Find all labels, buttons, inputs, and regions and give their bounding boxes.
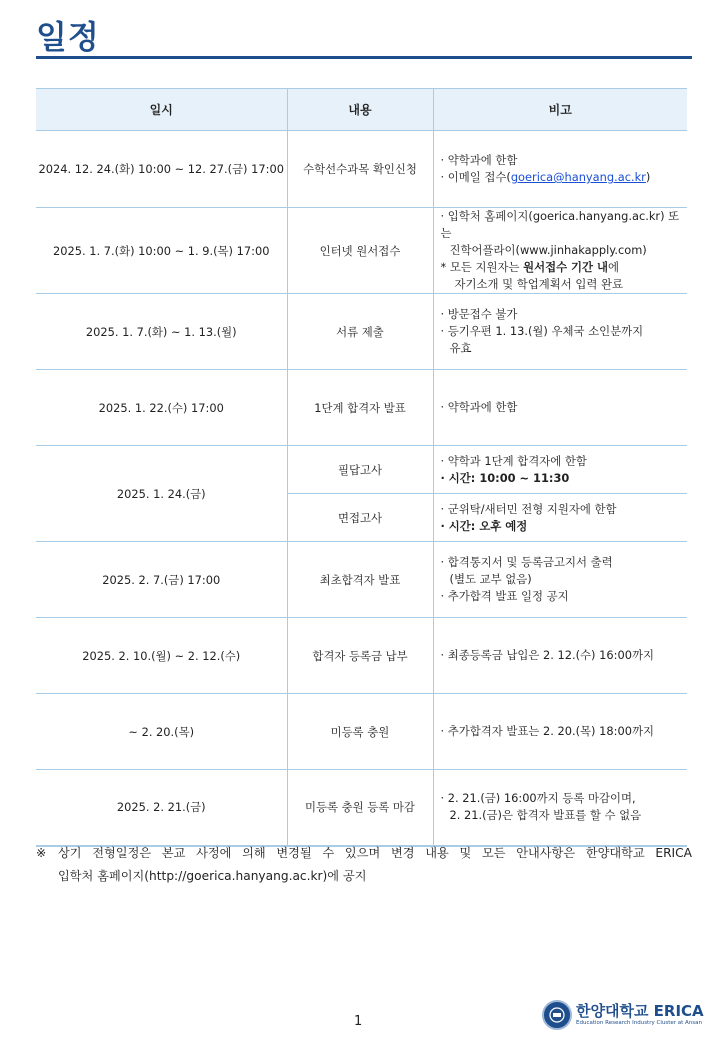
row-content: 미등록 충원 등록 마감 [287,770,433,846]
note-line: · 추가합격자 발표는 2. 20.(목) 18:00까지 [440,724,654,738]
note-line: · 합격통지서 및 등록금고지서 출력 [440,555,613,569]
seal-emblem-icon [548,1006,566,1024]
row-date: 2025. 2. 21.(금) [36,770,287,846]
note-line: · 약학과에 한함 [440,153,518,167]
row-notes [433,294,687,370]
row-content: 수학선수과목 확인신청 [287,131,433,208]
row-notes [433,131,687,208]
note-line: · 시간: 오후 예정 [440,518,528,533]
note-text: 에 [608,260,620,274]
note-line: · 추가합격 발표 일정 공지 [440,589,569,603]
row-notes [433,208,687,294]
row-notes [433,770,687,846]
note-line: · 시간: 10:00 ~ 11:30 [440,470,570,485]
table-row [36,446,687,494]
row-notes [433,446,687,494]
note-line: · 입학처 홈페이지(goerica.hanyang.ac.kr) 또는 [440,209,680,240]
row-date: 2025. 1. 7.(화) 10:00 ~ 1. 9.(목) 17:00 [36,208,287,294]
footnote-line: 입학처 홈페이지(http://goerica.hanyang.ac.kr)에 공지 [58,869,367,883]
note-text: * 모든 지원자는 [440,260,524,274]
note-line: · 약학과에 한함 [440,400,518,414]
header-remarks: 비고 [433,89,687,131]
row-notes [433,694,687,770]
row-content: 서류 제출 [287,294,433,370]
note-line: 유효 [449,341,472,355]
table-row [36,131,687,208]
table-row [36,294,687,370]
row-notes [433,494,687,542]
row-notes [433,618,687,694]
note-line: 진학어플라이(www.jinhakapply.com) [449,243,647,257]
university-logo [542,998,704,1032]
note-emphasis: 원서접수 기간 내 [523,260,609,274]
logo-name: 한양대학교 ERICA [576,1002,704,1020]
note-line: · 약학과 1단계 합격자에 한함 [440,453,587,468]
row-notes [433,370,687,446]
note-line: · 최종등록금 납입은 2. 12.(수) 16:00까지 [440,648,654,662]
table-row [36,542,687,618]
logo-text [576,1003,704,1027]
footnote-line: 상기 전형일정은 본교 사정에 의해 변경될 수 있으며 변경 내용 및 모든 안내사항은 한양대학교 ERICA [58,846,692,860]
table-row [36,618,687,694]
row-content: 최초합격자 발표 [287,542,433,618]
table-row [36,770,687,846]
schedule-table [36,88,687,847]
table-header-row [36,89,687,131]
table-row [36,208,687,294]
table-row [36,370,687,446]
logo-tagline: Education Research Industry Cluster at Ansan [576,1020,702,1026]
page-title: 일정 [36,18,100,56]
row-content: 합격자 등록금 납부 [287,618,433,694]
note-line: · 방문접수 불가 [440,307,518,321]
note-line [441,169,684,186]
row-date: ~ 2. 20.(목) [36,694,287,770]
footnote-mark: ※ [36,846,47,860]
note-line: · 등기우편 1. 13.(월) 우체국 소인분까지 [440,324,644,338]
row-content: 1단계 합격자 발표 [287,370,433,446]
row-date: 2025. 1. 7.(화) ~ 1. 13.(월) [36,294,287,370]
row-date: 2025. 2. 7.(금) 17:00 [36,542,287,618]
note-text: · 이메일 접수( [440,170,511,184]
row-date: 2025. 1. 22.(수) 17:00 [36,370,287,446]
note-line: · 2. 21.(금) 16:00까지 등록 마감이며, [440,791,636,806]
row-notes [433,542,687,618]
row-date: 2025. 1. 24.(금) [36,446,287,542]
note-line: (별도 교부 없음) [449,572,532,586]
table-row [36,694,687,770]
row-content: 필답고사 [287,446,433,494]
header-content: 내용 [287,89,433,131]
note-line: 2. 21.(금)은 합격자 발표를 할 수 없음 [449,808,642,823]
note-line: · 군위탁/새터민 전형 지원자에 한함 [440,501,617,516]
row-content: 미등록 충원 [287,694,433,770]
row-date: 2025. 2. 10.(월) ~ 2. 12.(수) [36,618,287,694]
university-seal-icon [542,1000,572,1030]
row-content: 면접고사 [287,494,433,542]
note-line: 자기소개 및 학업계획서 입력 완료 [454,277,624,291]
row-content: 인터넷 원서접수 [287,208,433,294]
page-number: 1 [354,1014,363,1029]
note-text: ) [645,170,651,184]
row-date: 2024. 12. 24.(화) 10:00 ~ 12. 27.(금) 17:00 [36,131,287,208]
header-datetime: 일시 [36,89,287,131]
title-divider [36,56,692,59]
email-link[interactable]: goerica@hanyang.ac.kr [510,170,646,184]
note-line [441,259,684,276]
footnote [36,842,692,888]
